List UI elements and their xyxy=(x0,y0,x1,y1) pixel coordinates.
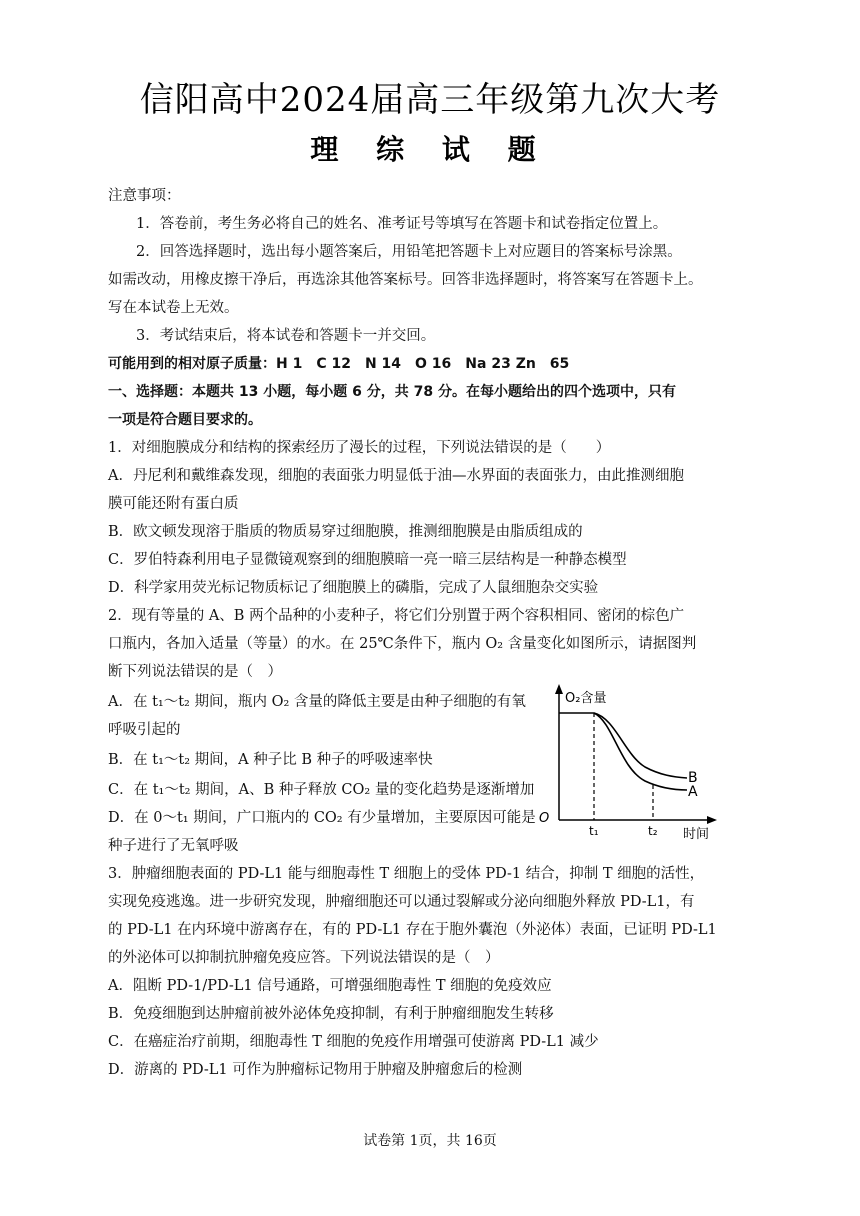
q1-option-a-line1: A．丹尼利和戴维森发现，细胞的表面张力明显低于油—水界面的表面张力，由此推测细胞 xyxy=(108,468,684,484)
section1-heading-line1: 一、选择题：本题共 13 小题，每小题 6 分，共 78 分。在每小题给出的四个选项中，只有 xyxy=(108,384,676,400)
y-axis-arrow xyxy=(555,684,563,694)
t2-tick-label: t₂ xyxy=(648,824,658,838)
o2-content-chart xyxy=(535,680,725,840)
section1-heading-line2: 一项是符合题目要求的。 xyxy=(108,412,262,428)
atomic-mass-line: 可能用到的相对原子质量：H 1 C 12 N 14 O 16 Na 23 Zn 65 xyxy=(108,356,570,372)
q2-option-b: B．在 t₁～t₂ 期间，A 种子比 B 种子的呼吸速率快 xyxy=(108,752,433,768)
series-label-b: B xyxy=(688,770,698,786)
q3-stem-line4: 的外泌体可以抑制抗肿瘤免疫应答。下列说法错误的是（ ） xyxy=(108,950,500,966)
exam-title: 信阳高中2024届高三年级第九次大考 xyxy=(139,80,721,120)
q3-option-a: A．阻断 PD-1/PD-L1 信号通路，可增强细胞毒性 T 细胞的免疫效应 xyxy=(108,978,552,994)
notice-item-2-line1: 2．回答选择题时，选出每小题答案后，用铅笔把答题卡上对应题目的答案标号涂黑。 xyxy=(136,244,682,260)
notice-item-2-line3: 写在本试卷上无效。 xyxy=(108,300,239,316)
q1-option-d: D．科学家用荧光标记物质标记了细胞膜上的磷脂，完成了人鼠细胞杂交实验 xyxy=(108,580,599,596)
q2-option-a-line2: 呼吸引起的 xyxy=(108,722,181,738)
origin-label: O xyxy=(539,811,550,826)
q1-option-a-line2: 膜可能还附有蛋白质 xyxy=(108,496,239,512)
t1-tick-label: t₁ xyxy=(589,824,599,838)
q3-option-d: D．游离的 PD-L1 可作为肿瘤标记物用于肿瘤及肿瘤愈后的检测 xyxy=(108,1062,523,1078)
x-axis-label: 时间 xyxy=(683,827,710,840)
y-axis-label: O₂含量 xyxy=(565,691,607,706)
series-label-a: A xyxy=(688,784,698,800)
q2-stem-line3: 断下列说法错误的是（ ） xyxy=(108,664,282,680)
q2-option-d-line2: 种子进行了无氧呼吸 xyxy=(108,838,239,854)
q2-option-a-line1: A．在 t₁～t₂ 期间，瓶内 O₂ 含量的降低主要是由种子细胞的有氧 xyxy=(108,694,526,710)
q3-option-b: B．免疫细胞到达肿瘤前被外泌体免疫抑制，有利于肿瘤细胞发生转移 xyxy=(108,1006,554,1022)
notice-item-1: 1．答卷前，考生务必将自己的姓名、准考证号等填写在答题卡和试卷指定位置上。 xyxy=(136,216,668,232)
page-footer: 试卷第 1页，共 16页 xyxy=(363,1133,497,1149)
q3-stem-line3: 的 PD-L1 在内环境中游离存在，有的 PD-L1 存在于胞外囊泡（外泌体）表面，已证明 PD-L1 xyxy=(108,922,717,938)
q2-stem-line2: 口瓶内，各加入适量（等量）的水。在 25℃条件下，瓶内 O₂ 含量变化如图所示，请据图判 xyxy=(108,636,697,652)
q1-option-c: C．罗伯特森利用电子显微镜观察到的细胞膜暗一亮一暗三层结构是一种静态模型 xyxy=(108,552,627,568)
q2-option-c: C．在 t₁～t₂ 期间，A、B 种子释放 CO₂ 量的变化趋势是逐渐增加 xyxy=(108,782,535,798)
q3-stem-line1: 3．肿瘤细胞表面的 PD-L1 能与细胞毒性 T 细胞上的受体 PD-1 结合，抑制 T 细胞的活性， xyxy=(108,866,705,882)
q1-option-b: B．欧文顿发现溶于脂质的物质易穿过细胞膜，推测细胞膜是由脂质组成的 xyxy=(108,524,583,540)
notice-item-2-line2: 如需改动，用橡皮擦干净后，再选涂其他答案标号。回答非选择题时，将答案写在答题卡上。 xyxy=(108,272,703,288)
q2-stem-line1: 2．现有等量的 A、B 两个品种的小麦种子，将它们分别置于两个容积相同、密闭的棕色广 xyxy=(108,608,685,624)
q1-stem: 1．对细胞膜成分和结构的探索经历了漫长的过程，下列说法错误的是（ ） xyxy=(108,440,611,456)
notice-item-3: 3．考试结束后，将本试卷和答题卡一并交回。 xyxy=(136,328,436,344)
q2-option-d-line1: D．在 0～t₁ 期间，广口瓶内的 CO₂ 有少量增加，主要原因可能是 xyxy=(108,810,536,826)
x-axis-arrow xyxy=(707,816,717,824)
series-line-a xyxy=(594,713,687,790)
q3-stem-line2: 实现免疫逃逸。进一步研究发现，肿瘤细胞还可以通过裂解或分泌向细胞外释放 PD-L1，有 xyxy=(108,894,695,910)
notice-heading: 注意事项： xyxy=(108,188,181,204)
q3-option-c: C．在癌症治疗前期，细胞毒性 T 细胞的免疫作用增强可使游离 PD-L1 减少 xyxy=(108,1034,599,1050)
series-line-b xyxy=(559,713,687,778)
exam-subtitle: 理 综 试 题 xyxy=(310,133,550,166)
